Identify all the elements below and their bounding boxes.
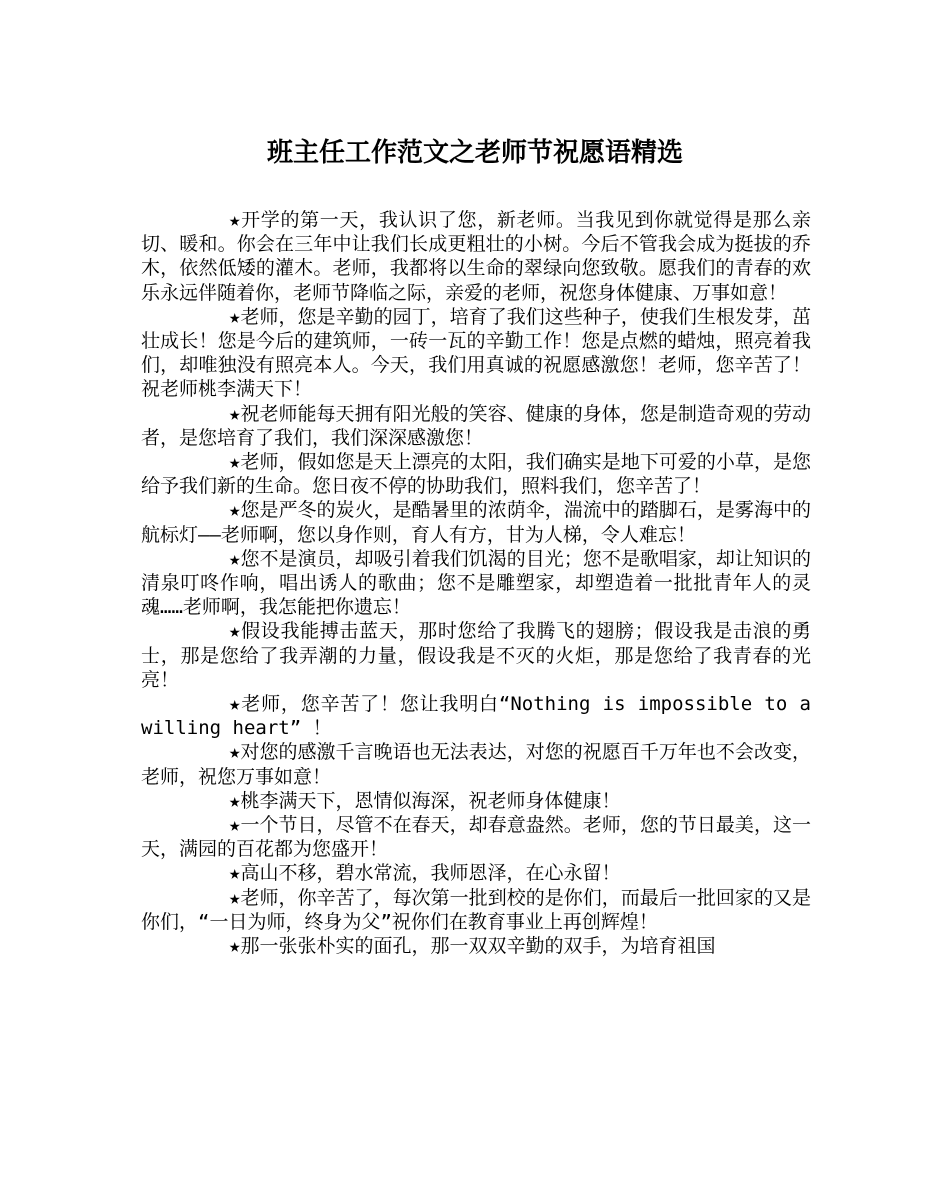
paragraph: ★老师，您辛苦了！您让我明白“Nothing is impossible to a willing heart” ！ [141,693,811,740]
paragraph: ★老师，你辛苦了，每次第一批到校的是你们，而最后一批回家的又是你们，“一日为师，终身为父”祝你们在教育事业上再创辉煌！ [141,886,811,933]
paragraph: ★祝老师能每天拥有阳光般的笑容、健康的身体，您是制造奇观的劳动者，是您培育了我们，我们深深感激您！ [141,402,811,449]
paragraph: ★开学的第一天，我认识了您，新老师。当我见到你就觉得是那么亲切、暖和。你会在三年中让我们长成更粗壮的小树。今后不管我会成为挺拔的乔木，依然低矮的灌木。老师，我都将以生命的翠绿向您致敬。愿我们的青春的欢乐永远伴随着你，老师节降临之际，亲爱的老师，祝您身体健康、万事如意！ [141,209,811,304]
paragraph: ★对您的感激千言晚语也无法表达，对您的祝愿百千万年也不会改变，老师，祝您万事如意！ [141,741,811,788]
paragraph: ★一个节日，尽管不在春天，却春意盎然。老师，您的节日最美，这一天，满园的百花都为您盛开！ [141,814,811,861]
paragraph: ★桃李满天下，恩情似海深，祝老师身体健康！ [229,789,621,812]
paragraph: ★高山不移，碧水常流，我师恩泽，在心永留！ [229,862,621,885]
paragraph: ★老师，假如您是天上漂亮的太阳，我们确实是地下可爱的小草，是您给予我们新的生命。您日夜不停的协助我们，照料我们，您辛苦了！ [141,451,811,498]
paragraph: ★您是严冬的炭火，是酷暑里的浓荫伞，湍流中的踏脚石，是雾海中的航标灯——老师啊，您以身作则，育人有方，甘为人梯，令人难忘！ [141,499,811,546]
document-title: 班主任工作范文之老师节祝愿语精选 [266,138,683,168]
paragraph: ★假设我能搏击蓝天，那时您给了我腾飞的翅膀；假设我是击浪的勇士，那是您给了我弄潮的力量，假设我是不灭的火炬，那是您给了我青春的光亮！ [141,620,811,691]
paragraph: ★老师，您是辛勤的园丁，培育了我们这些种子，使我们生根发芽，茁壮成长！您是今后的建筑师，一砖一瓦的辛勤工作！您是点燃的蜡烛，照亮着我们，却唯独没有照亮本人。今天，我们用真诚的祝愿感激您！老师，您辛苦了！祝老师桃李满天下！ [141,305,811,401]
document-body [141,208,811,958]
paragraph: ★您不是演员，却吸引着我们饥渴的目光；您不是歌唱家，却让知识的清泉叮咚作响，唱出诱人的歌曲；您不是雕塑家，却塑造着一批批青年人的灵魂……老师啊，我怎能把你遗忘！ [141,547,811,619]
paragraph: ★那一张张朴实的面孔，那一双双辛勤的双手，为培育祖国 [229,935,716,958]
